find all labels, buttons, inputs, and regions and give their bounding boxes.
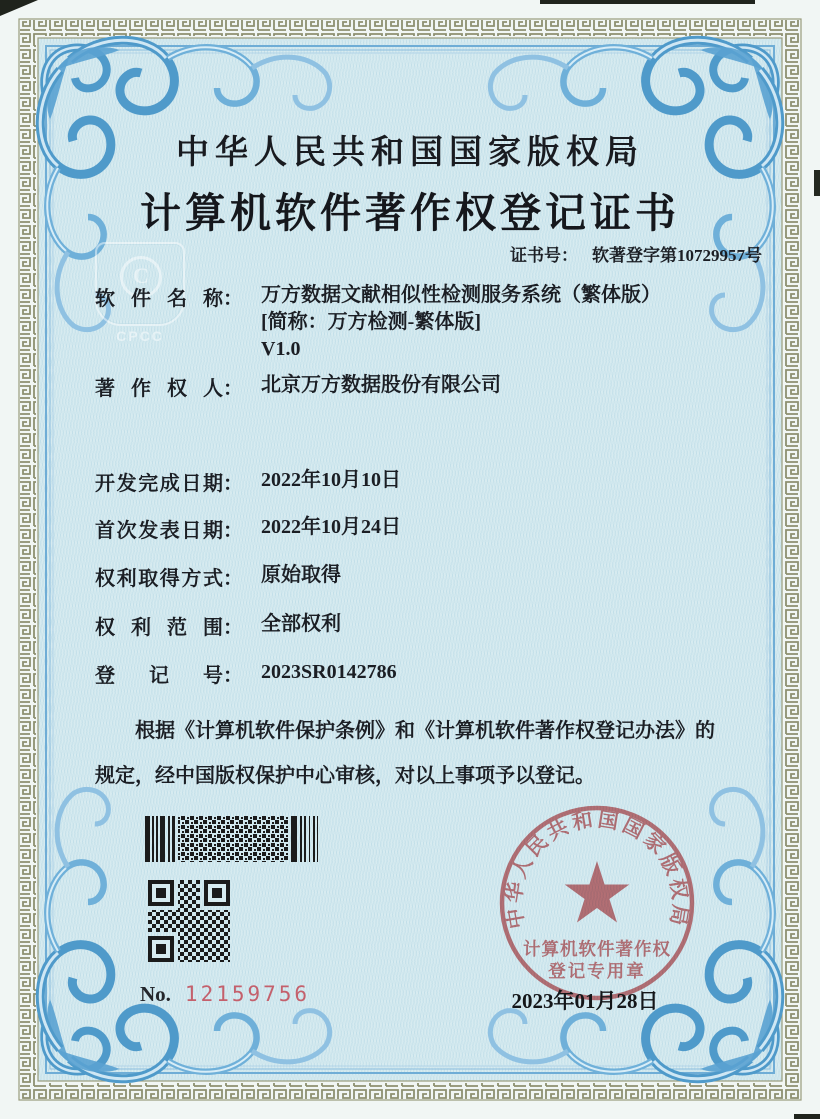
- field-colon: ：: [223, 288, 243, 310]
- field-label: 软 件 名 称: [95, 288, 223, 310]
- field-rights-scope: [95, 611, 341, 640]
- field-value: 2022年10月24日: [261, 516, 401, 538]
- official-seal: [497, 803, 697, 1003]
- field-first-publish-date: [95, 514, 401, 543]
- certificate-number-line: [510, 241, 762, 266]
- scan-artifact: [0, 0, 38, 16]
- qr-code: [148, 880, 230, 962]
- field-colon: ：: [223, 617, 243, 639]
- certificate-number-value: 软著登字第10729957号: [592, 246, 762, 265]
- seal-line2: 登记专用章: [548, 961, 646, 981]
- field-label: 权 利 范 围: [95, 617, 223, 639]
- field-colon: ：: [223, 665, 243, 687]
- field-value: 原始取得: [261, 564, 341, 586]
- field-value: [261, 282, 661, 363]
- field-label: 开发完成日期: [95, 473, 223, 495]
- field-value: 北京万方数据股份有限公司: [261, 374, 501, 396]
- authority-title: 中华人民共和国国家版权局: [176, 135, 644, 171]
- field-label: 著 作 权 人: [95, 378, 223, 400]
- seal-line1: 计算机软件著作权: [523, 939, 671, 959]
- seal-star: [565, 861, 630, 923]
- field-dev-complete-date: [95, 467, 401, 496]
- certificate-title: 计算机软件著作权登记证书: [140, 190, 680, 236]
- field-registration-no: [95, 659, 397, 688]
- issue-date: 2023年01月28日: [511, 989, 659, 1013]
- watermark-text: CPCC: [116, 328, 164, 344]
- field-colon: ：: [223, 473, 243, 495]
- software-name-line3: V1.0: [261, 338, 301, 360]
- field-copyright-owner: [95, 372, 501, 401]
- scan-artifact: [540, 0, 755, 4]
- field-label: 权利取得方式: [95, 568, 223, 590]
- certificate-number-label: 证书号：: [510, 246, 578, 265]
- scan-artifact: [794, 1114, 820, 1119]
- field-colon: ：: [223, 568, 243, 590]
- field-rights-acquisition: [95, 562, 341, 591]
- field-value: 全部权利: [261, 613, 341, 635]
- statement-line1: 根据《计算机软件保护条例》和《计算机软件著作权登记办法》的: [135, 720, 715, 742]
- software-name-line1: 万方数据文献相似性检测服务系统（繁体版）: [261, 284, 661, 306]
- field-label: 首次发表日期: [95, 520, 223, 542]
- watermark-letter: C: [120, 256, 162, 298]
- statement-line2: 规定，经中国版权保护中心审核，对以上事项予以登记。: [95, 765, 595, 787]
- serial-number: 12159756: [184, 982, 311, 1006]
- field-colon: ：: [223, 378, 243, 400]
- software-name-line2: [简称：万方检测-繁体版]: [261, 311, 481, 333]
- field-software-name: [95, 282, 661, 363]
- serial-label: No.: [140, 982, 171, 1006]
- field-value: 2023SR0142786: [261, 661, 397, 683]
- seal-ring-text: 中华人民共和国国家版权局: [503, 809, 691, 931]
- field-value: 2022年10月10日: [261, 469, 401, 491]
- field-label: 登 记 号: [95, 665, 223, 687]
- barcode: [145, 816, 335, 862]
- field-colon: ：: [223, 520, 243, 542]
- serial-number-line: [140, 982, 310, 1007]
